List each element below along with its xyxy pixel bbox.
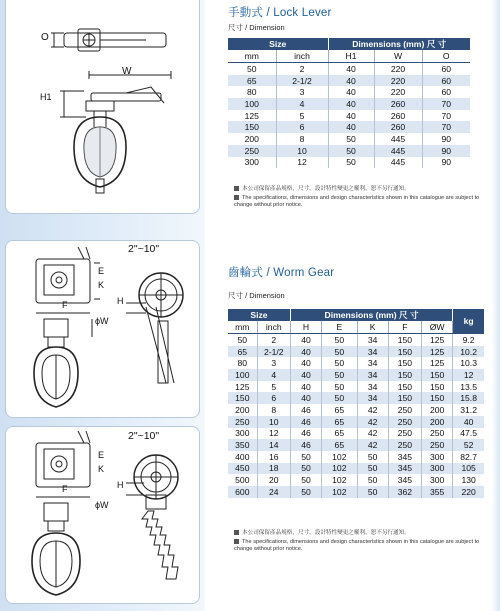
table-cell: 50 (322, 381, 357, 393)
table-cell: 34 (357, 369, 388, 381)
table-cell: 100 (228, 369, 257, 381)
table-row (228, 416, 484, 428)
col-header: mm (228, 321, 257, 334)
table-cell: 345 (388, 474, 421, 486)
col-header: inch (276, 50, 328, 63)
bullet-icon (234, 195, 239, 200)
table-cell: 102 (322, 451, 357, 463)
table-cell: 50 (290, 451, 321, 463)
table-cell: 42 (357, 439, 388, 451)
table-cell: 2-1/2 (276, 75, 328, 87)
table-cell: 125 (228, 110, 276, 122)
table-row (228, 486, 484, 498)
lock-lever-drawing (6, 0, 201, 215)
table-cell: 40 (290, 392, 321, 404)
table-cell: 345 (388, 451, 421, 463)
table-cell: 50 (290, 463, 321, 475)
table-cell: 125 (422, 346, 453, 358)
dim-label-f-a: F (62, 300, 68, 310)
table-cell: 52 (453, 439, 484, 451)
table-cell: 102 (322, 474, 357, 486)
table-cell: 50 (322, 392, 357, 404)
table-cell: 220 (374, 86, 422, 98)
table-cell: 600 (228, 486, 257, 498)
table-cell: 2-1/2 (257, 346, 290, 358)
lock-lever-table (228, 38, 470, 168)
table-row (228, 121, 470, 133)
table-cell: 150 (388, 346, 421, 358)
table-row (228, 75, 470, 87)
weight-header: kg (453, 309, 484, 334)
table-row (228, 463, 484, 475)
dim-label-o: O (41, 32, 49, 43)
table-cell: 10 (257, 416, 290, 428)
table-cell: 46 (290, 428, 321, 440)
table-cell: 150 (388, 357, 421, 369)
dim-label-k-a: K (98, 280, 105, 290)
table-cell: 40 (328, 86, 374, 98)
table-cell: 13.5 (460, 381, 477, 392)
table-cell: 50 (228, 334, 257, 346)
table-cell: 9.2 (462, 334, 475, 345)
table-cell: 250 (388, 439, 421, 451)
table-cell: 260 (374, 121, 422, 133)
table-cell: 46 (290, 416, 321, 428)
col-header: H (290, 321, 321, 334)
table-cell: 200 (422, 416, 453, 428)
table-cell: 50 (228, 63, 276, 75)
table-cell: 250 (388, 428, 421, 440)
table-cell: 445 (374, 145, 422, 157)
table-cell: 40 (290, 346, 321, 358)
dim-label-f-b: F (62, 484, 68, 494)
table-cell: 200 (422, 404, 453, 416)
table-cell: 102 (322, 486, 357, 498)
note-en: The specifications, dimensions and design characteristics shown in this catalogue are subject to change without prior notice. (234, 194, 480, 208)
table-cell: 250 (388, 416, 421, 428)
table-cell: 50 (357, 486, 388, 498)
col-header: F (388, 321, 421, 334)
table-cell: 34 (357, 381, 388, 393)
table-cell: 42 (357, 416, 388, 428)
table-cell: 250 (228, 416, 257, 428)
bullet-icon (234, 539, 239, 544)
table-row (228, 369, 484, 381)
table-cell: 60 (422, 75, 470, 87)
table-cell: 250 (422, 439, 453, 451)
note-cn: 本公司保留產品規格，尺寸，設計特性變更之權利，恕不另行通知。 (242, 530, 410, 536)
table-cell: 34 (357, 346, 388, 358)
table-cell: 450 (228, 463, 257, 475)
table-cell: 5 (257, 381, 290, 393)
bullet-icon (234, 186, 239, 191)
table-cell: 6 (257, 392, 290, 404)
table-cell: 105 (453, 463, 484, 475)
table-cell: 42 (357, 428, 388, 440)
table-row (228, 334, 484, 346)
table-cell: 47.5 (460, 428, 477, 439)
table-cell: 24 (257, 486, 290, 498)
table-cell: 90 (422, 145, 470, 157)
table-cell: 6 (276, 121, 328, 133)
col-header: mm (228, 50, 276, 63)
table-cell: 40 (328, 63, 374, 75)
table-cell: 150 (228, 392, 257, 404)
worm-gear-title: 齒輪式 / Worm Gear (228, 267, 335, 279)
table-cell: 50 (357, 451, 388, 463)
table-cell: 150 (228, 121, 276, 133)
dim-label-e-a: E (98, 266, 105, 276)
table-cell: 10 (276, 145, 328, 157)
table-cell: 65 (228, 75, 276, 87)
table-cell: 65 (322, 439, 357, 451)
table-cell: 4 (276, 98, 328, 110)
table-cell: 8 (276, 133, 328, 145)
table-cell: 15.8 (453, 392, 484, 404)
table-row (228, 63, 470, 75)
table-cell: 80 (228, 86, 276, 98)
dim-label-w: W (122, 66, 132, 77)
table-cell: 10.3 (460, 358, 477, 369)
dim-label-h1: H1 (40, 92, 52, 102)
table-cell: 2 (257, 334, 290, 346)
table-cell: 300 (422, 451, 453, 463)
table-cell: 34 (357, 392, 388, 404)
table-cell: 70 (441, 110, 452, 121)
col-header: O (422, 50, 470, 63)
table-cell: 90 (441, 157, 452, 168)
table-cell: 50 (328, 157, 374, 169)
table-cell: 65 (228, 346, 257, 358)
table-cell: 50 (357, 474, 388, 486)
size-header: Size (228, 309, 290, 321)
table-cell: 90 (441, 133, 452, 144)
table-cell: 40 (290, 334, 321, 346)
table-cell: 300 (228, 428, 257, 440)
col-header: W (374, 50, 422, 63)
table-cell: 300 (228, 157, 276, 169)
table-cell: 125 (228, 381, 257, 393)
size-range-a: 2"~10" (128, 243, 160, 255)
table-cell: 3 (276, 86, 328, 98)
table-row (228, 474, 484, 486)
table-cell: 82.7 (460, 451, 477, 462)
table-cell: 260 (374, 110, 422, 122)
table-cell: 355 (422, 486, 453, 498)
note-cn: 本公司保留產品規格，尺寸，設計特性變更之權利，恕不另行通知。 (242, 186, 410, 192)
table-cell: 40 (453, 416, 484, 428)
table-cell: 40 (328, 98, 374, 110)
table-cell: 150 (388, 392, 421, 404)
table-cell: 80 (228, 357, 257, 369)
table-cell: 12 (276, 157, 328, 169)
table-cell: 130 (461, 475, 476, 486)
table-cell: 150 (388, 334, 421, 346)
worm-gear-note (234, 530, 484, 553)
table-cell: 125 (422, 357, 453, 369)
table-row (228, 392, 484, 404)
worm-gear-table (228, 309, 484, 498)
table-cell: 70 (422, 121, 470, 133)
col-header: inch (257, 321, 290, 334)
table-cell: 445 (374, 133, 422, 145)
size-header: Size (228, 38, 328, 50)
table-cell: 250 (388, 404, 421, 416)
table-cell: 50 (357, 463, 388, 475)
lock-lever-note (234, 186, 484, 209)
dim-label-w-b: ϕW (95, 500, 109, 510)
table-cell: 65 (322, 428, 357, 440)
table-cell: 12 (453, 369, 484, 381)
table-cell: 100 (228, 98, 276, 110)
table-cell: 300 (422, 463, 453, 475)
dimensions-header: Dimensions (mm) 尺 寸 (290, 309, 452, 321)
bullet-icon (234, 530, 239, 535)
table-row (228, 428, 484, 440)
col-header: K (357, 321, 388, 334)
table-cell: 50 (322, 369, 357, 381)
table-cell: 345 (388, 463, 421, 475)
table-cell: 40 (290, 369, 321, 381)
table-cell: 20 (257, 474, 290, 486)
col-header: ØW (422, 321, 453, 334)
lock-lever-drawing-box (5, 0, 200, 214)
page-edge-decoration (492, 0, 500, 611)
col-header: E (322, 321, 357, 334)
dim-label-k-b: K (98, 464, 105, 474)
table-cell: 40 (328, 110, 374, 122)
table-cell: 18 (257, 463, 290, 475)
dim-label-w-a: ϕW (95, 316, 109, 326)
note-en: The specifications, dimensions and design characteristics shown in this catalogue are subject to change without prior notice. (234, 538, 480, 552)
table-cell: 150 (422, 369, 453, 381)
table-row (228, 157, 470, 169)
col-header: H1 (328, 50, 374, 63)
table-cell: 42 (357, 404, 388, 416)
table-cell: 50 (322, 346, 357, 358)
dim-label-h-a: H (117, 296, 124, 306)
table-cell: 3 (257, 357, 290, 369)
table-row (228, 439, 484, 451)
table-cell: 60 (441, 87, 452, 98)
table-cell: 14 (257, 439, 290, 451)
table-cell: 40 (328, 75, 374, 87)
table-cell: 500 (228, 474, 257, 486)
table-cell: 220 (374, 75, 422, 87)
table-cell: 150 (422, 392, 453, 404)
table-cell: 50 (328, 133, 374, 145)
table-cell: 362 (388, 486, 421, 498)
table-cell: 200 (228, 404, 257, 416)
table-cell: 200 (228, 133, 276, 145)
dimensions-header: Dimensions (mm) 尺 寸 (328, 38, 470, 50)
table-row (228, 145, 470, 157)
table-cell: 250 (228, 145, 276, 157)
table-cell: 102 (322, 463, 357, 475)
table-cell: 70 (422, 98, 470, 110)
table-cell: 50 (322, 334, 357, 346)
table-cell: 4 (257, 369, 290, 381)
table-cell: 50 (290, 486, 321, 498)
table-cell: 250 (422, 428, 453, 440)
table-row (228, 133, 470, 145)
size-range-b: 2"~10" (128, 430, 160, 442)
table-cell: 34 (357, 357, 388, 369)
table-row (228, 381, 484, 393)
table-row (228, 86, 470, 98)
table-cell: 34 (357, 334, 388, 346)
dim-label-h-b: H (117, 480, 124, 490)
table-cell: 50 (322, 357, 357, 369)
table-cell: 350 (228, 439, 257, 451)
table-cell: 46 (290, 439, 321, 451)
lock-lever-title: 手動式 / Lock Lever (228, 7, 332, 19)
table-cell: 65 (322, 404, 357, 416)
table-row (228, 404, 484, 416)
table-cell: 50 (290, 474, 321, 486)
table-cell: 125 (422, 334, 453, 346)
table-cell: 300 (422, 474, 453, 486)
table-row (228, 98, 470, 110)
table-cell: 150 (388, 381, 421, 393)
table-cell: 10.2 (453, 346, 484, 358)
table-cell: 40 (290, 381, 321, 393)
table-row (228, 110, 470, 122)
table-cell: 16 (257, 451, 290, 463)
table-row (228, 451, 484, 463)
lock-lever-subtitle: 尺寸 / Dimension (228, 23, 285, 32)
table-cell: 150 (388, 369, 421, 381)
table-cell: 8 (257, 404, 290, 416)
table-cell: 60 (441, 63, 452, 74)
table-row (228, 357, 484, 369)
table-cell: 50 (328, 145, 374, 157)
table-cell: 445 (374, 157, 422, 169)
table-cell: 5 (276, 110, 328, 122)
table-row (228, 346, 484, 358)
table-cell: 260 (374, 98, 422, 110)
table-cell: 40 (328, 121, 374, 133)
table-cell: 46 (290, 404, 321, 416)
table-cell: 31.2 (460, 404, 477, 415)
table-cell: 12 (257, 428, 290, 440)
table-cell: 150 (422, 381, 453, 393)
table-cell: 2 (276, 63, 328, 75)
worm-gear-subtitle: 尺寸 / Dimension (228, 291, 285, 300)
table-cell: 220 (453, 486, 484, 498)
table-cell: 220 (374, 63, 422, 75)
table-cell: 40 (290, 357, 321, 369)
dim-label-e-b: E (98, 450, 105, 460)
table-cell: 65 (322, 416, 357, 428)
table-cell: 400 (228, 451, 257, 463)
